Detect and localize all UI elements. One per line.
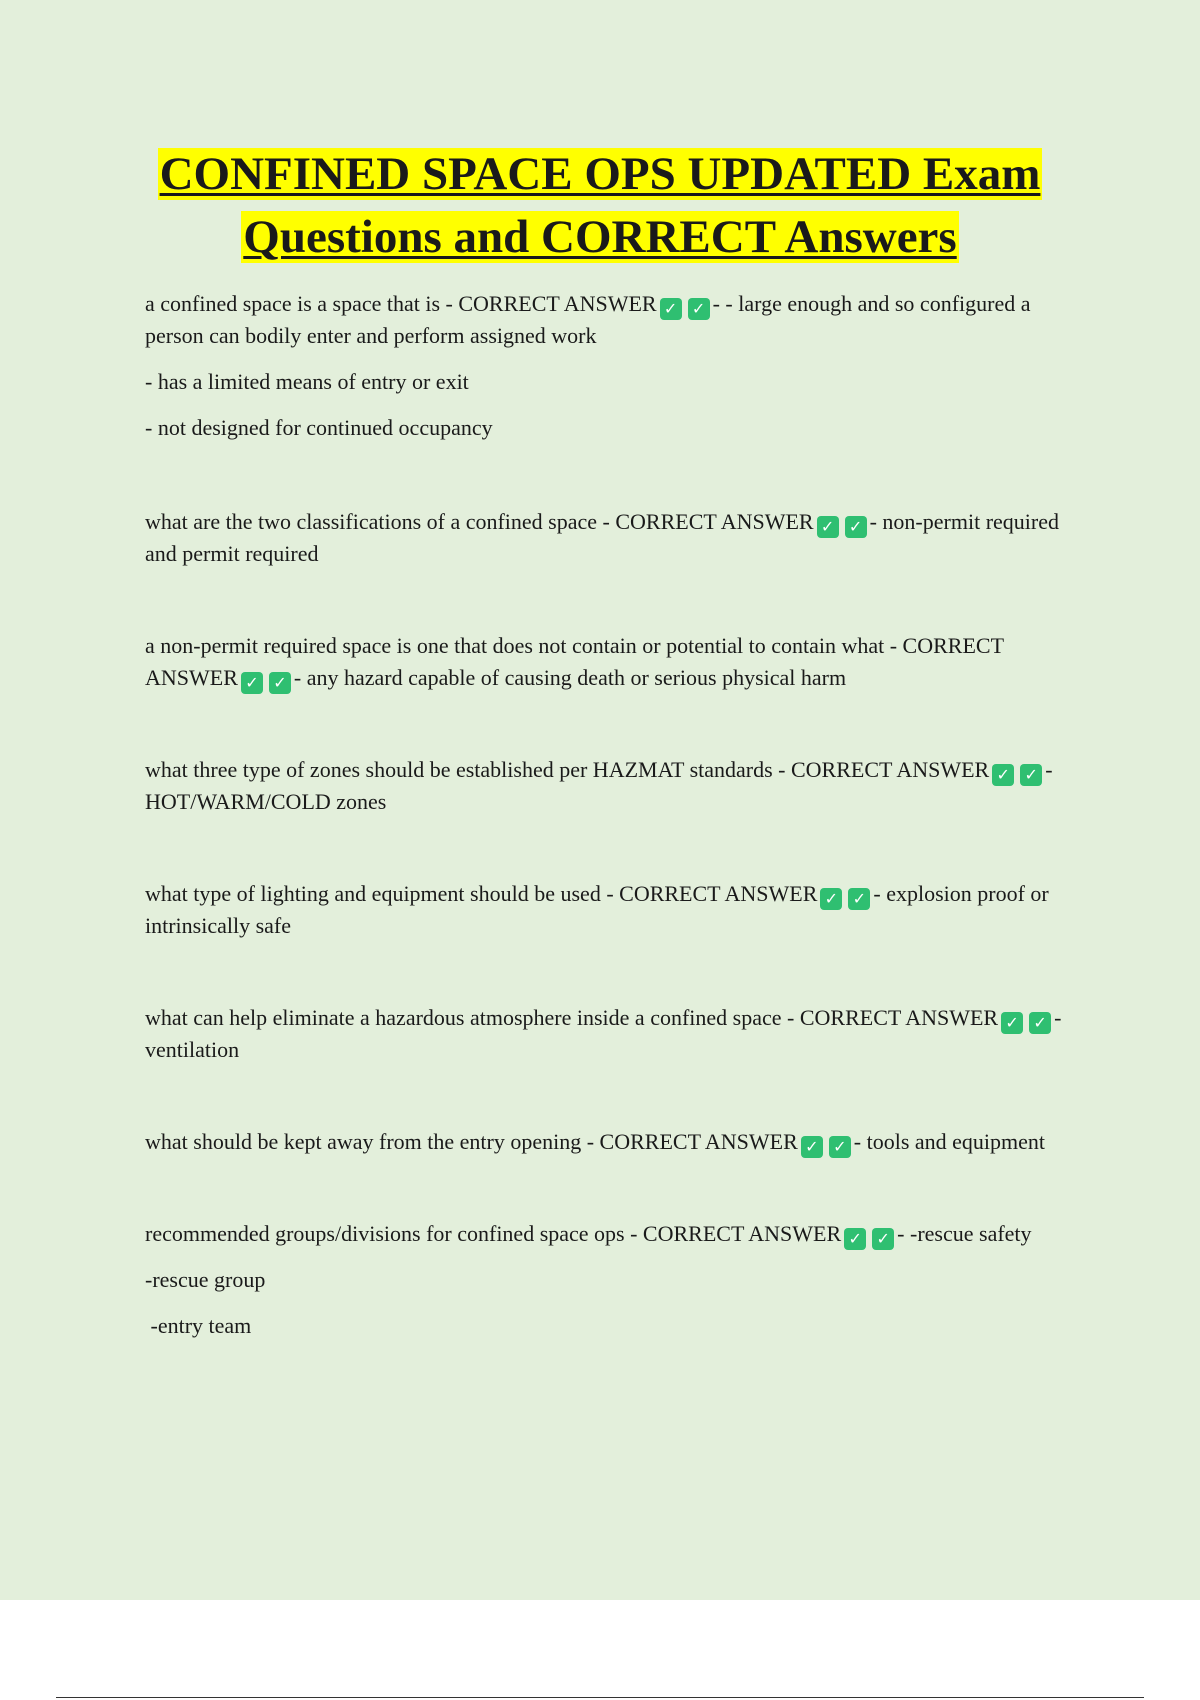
answer-text: - HOT/WARM/COLD zones — [145, 757, 1053, 814]
check-mark-icon: ✓ — [269, 672, 291, 694]
qa-paragraph — [145, 1002, 1075, 1066]
check-mark-icon: ✓ — [801, 1136, 823, 1158]
qa-paragraph — [145, 630, 1075, 694]
qa-item — [145, 506, 1075, 570]
check-mark-icon: ✓ — [829, 1136, 851, 1158]
answer-extra-line: - has a limited means of entry or exit — [145, 369, 469, 394]
answer-text: - tools and equipment — [853, 1129, 1046, 1154]
qa-item — [145, 1126, 1075, 1158]
question-text: what should be kept away from the entry opening - CORRECT ANSWER — [145, 1129, 798, 1154]
answer-extra-line: - not designed for continued occupancy — [145, 415, 493, 440]
title-line-1: CONFINED SPACE OPS UPDATED Exam — [159, 148, 1041, 200]
qa-paragraph — [145, 754, 1075, 818]
qa-paragraph — [145, 288, 1075, 352]
qa-paragraph — [145, 878, 1075, 942]
question-text: a non-permit required space is one that does not contain or potential to contain what - CORRECT ANSWER — [145, 633, 1004, 690]
check-mark-icon: ✓ — [820, 888, 842, 910]
answer-extra-line: -rescue group — [145, 1267, 266, 1292]
check-mark-icon: ✓ — [241, 672, 263, 694]
qa-paragraph — [145, 506, 1075, 570]
check-mark-icon: ✓ — [1001, 1012, 1023, 1034]
title-line-2: Questions and CORRECT Answers — [243, 211, 957, 263]
qa-item — [145, 630, 1075, 694]
check-mark-icon: ✓ — [1029, 1012, 1051, 1034]
answer-text: - non-permit required and permit required — [145, 509, 1059, 566]
answer-text: - - large enough and so configured a person can bodily enter and perform assigned work — [145, 291, 1031, 348]
qa-paragraph — [145, 1126, 1075, 1158]
qa-item — [145, 1218, 1075, 1342]
check-mark-icon: ✓ — [1020, 764, 1042, 786]
qa-item — [145, 288, 1075, 444]
question-text: a confined space is a space that is - CORRECT ANSWER — [145, 291, 657, 316]
answer-text: - any hazard capable of causing death or serious physical harm — [293, 665, 847, 690]
check-mark-icon: ✓ — [992, 764, 1014, 786]
qa-item — [145, 878, 1075, 942]
footer-divider — [56, 1697, 1144, 1698]
qa-item — [145, 1002, 1075, 1066]
check-mark-icon: ✓ — [660, 298, 682, 320]
question-text: what three type of zones should be established per HAZMAT standards - CORRECT ANSWER — [145, 757, 990, 782]
question-text: what are the two classifications of a confined space - CORRECT ANSWER — [145, 509, 814, 534]
check-mark-icon: ✓ — [688, 298, 710, 320]
check-mark-icon: ✓ — [844, 1228, 866, 1250]
qa-item — [145, 754, 1075, 818]
check-mark-icon: ✓ — [872, 1228, 894, 1250]
question-text: what type of lighting and equipment should be used - CORRECT ANSWER — [145, 881, 818, 906]
question-text: what can help eliminate a hazardous atmosphere inside a confined space - CORRECT ANSWER — [145, 1005, 999, 1030]
answer-text: - ventilation — [145, 1005, 1062, 1062]
answer-extra-line: -entry team — [145, 1313, 252, 1338]
answer-text: - -rescue safety — [897, 1221, 1032, 1246]
document-title — [0, 143, 1200, 269]
check-mark-icon: ✓ — [845, 516, 867, 538]
check-mark-icon: ✓ — [817, 516, 839, 538]
answer-text: - explosion proof or intrinsically safe — [145, 881, 1049, 938]
check-mark-icon: ✓ — [848, 888, 870, 910]
question-text: recommended groups/divisions for confined space ops - CORRECT ANSWER — [145, 1221, 842, 1246]
qa-list — [145, 288, 1075, 1342]
qa-paragraph — [145, 1218, 1075, 1250]
